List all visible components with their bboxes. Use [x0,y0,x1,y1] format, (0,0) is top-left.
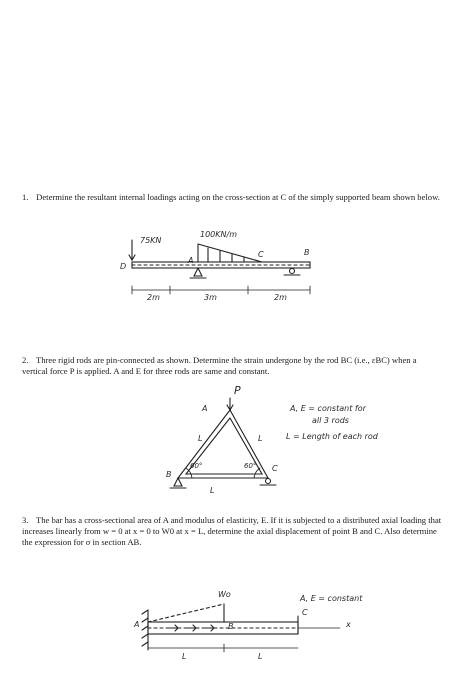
angle-right: 60° [244,462,257,470]
axis-x: x [346,620,351,629]
note: A, E = constant [300,594,363,603]
label-B: B [228,622,234,631]
problem-text: The bar has a cross-sectional area of A and modulus of elasticity, E. If it is subjected to a distributed axial loading that increases linearly from w = 0 at x = 0 to W0 at x = L, determine the axial displacement of point B and C. Also determine the expression for σ in section AB. [22,515,442,547]
label-A: A [188,256,194,265]
problem-number: 1. [22,192,29,202]
dim-1: 2m [147,293,160,302]
problem-number: 3. [22,515,29,525]
label-A: A [134,620,140,629]
side-right: L [258,434,263,443]
len-1: L [182,652,187,661]
point-load-label: 75KN [140,236,162,245]
label-D: D [120,262,127,271]
note-2: all 3 rods [312,416,349,425]
problem-text: Three rigid rods are pin-connected as shown. Determine the strain undergone by the rod BC (i.e., εBC) when a vertical force P is applied. A and E for three rods are same and constant. [22,355,417,376]
label-C: C [258,250,264,259]
label-C: C [302,608,308,617]
len-2: L [258,652,263,661]
angle-left: 60° [190,462,203,470]
problem-number: 2. [22,355,29,365]
note-3: L = Length of each rod [286,432,378,441]
label-B: B [304,248,310,257]
label-C: C [272,464,278,473]
dim-3: 2m [274,293,287,302]
note-1: A, E = constant for [290,404,366,413]
label-A: A [202,404,208,413]
load-Wo: Wo [218,590,231,599]
dist-load-label: 100KN/m [200,230,237,239]
label-B: B [166,470,172,479]
dim-2: 3m [204,293,217,302]
side-bottom: L [210,486,215,495]
problem-text: Determine the resultant internal loadings acting on the cross-section at C of the simply supported beam shown below. [36,192,440,202]
side-left: L [198,434,203,443]
force-P: P [234,384,241,397]
